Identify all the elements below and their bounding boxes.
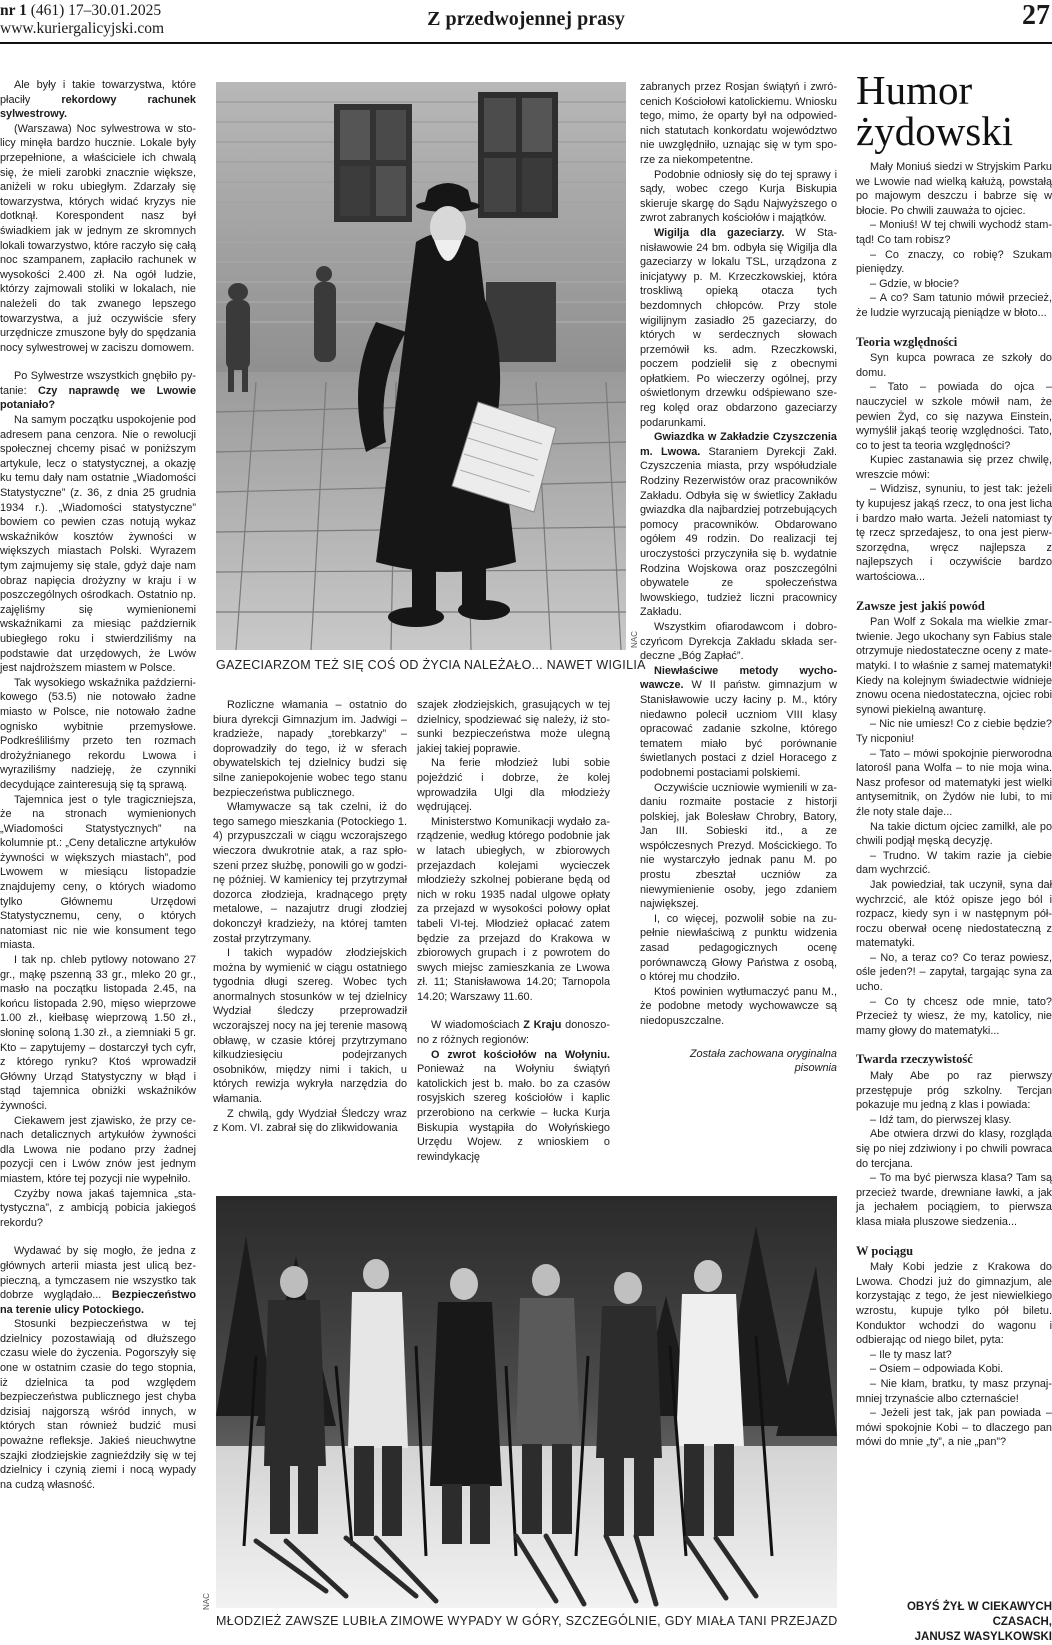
article-paragraph	[0, 1187, 196, 1231]
joke-paragraph: – Osiem – odpowiada Kobi.	[870, 1363, 1004, 1376]
paragraph-heading: Wigilja dla gazeciarzy.	[654, 226, 785, 239]
joke-paragraph: – Co ty chcesz ode mnie, tato? Przecież ty wiesz, że my, katolicy, nie mamy głowy do matematyki...	[856, 995, 1052, 1037]
joke-paragraph: – Tato – powiada do ojca – nauczyciel w szkole mówił nam, że pewien Żyd, co się nazywa Einstein, wymyślił jakąś teorię względności. Tato, co to jest ta teoria względności?	[856, 381, 1052, 452]
humor-title	[856, 67, 1052, 154]
joke-paragraph: – Widzisz, synuniu, to jest tak: jeżeli ty kupujesz jakąś rzecz, to ona jest licha i bardzo mało warta. Jeżeli natomiast ty tę rzecz sprzedajesz, to ona jest pierwszorzędna, wręcz najlepsza z najlepszych i oczywiście bardzo wartościowa...	[856, 483, 1052, 584]
article-paragraph	[0, 78, 196, 122]
paragraph-text: I takich wypadów złodziejskich można by wymienić w ciągu ostatniego tygodnia długi szereg. Wobec tych anormalnych stosunków w tej dzielnicy Wydział śledczy przeprowadził wczorajszej nocy na jej terenie masową obławę, w czasie której przytrzymano kilkudziesięciu podejrzanych osobników, między nimi i takich, u których rewizja wykryła narzędzia do włamania.	[213, 947, 407, 1106]
newsboy-photo-image	[216, 82, 626, 650]
paragraph-heading: Z Kraju	[523, 1019, 562, 1032]
joke-paragraph: – Jeżeli jest tak, jak pan powiada – mówi spokojnie Kobi – to dlaczego pan mówi do mnie „ty”, a nie „pan”?	[856, 1407, 1052, 1449]
article-paragraph	[640, 781, 837, 912]
newsboy-photo	[216, 82, 626, 650]
paragraph-text: zabranych przez Rosjan świątyń i zwrócenich Kościołowi katolickiemu. Wniosku tego, mimo, że oparty był na odpowiednich statutach konkordatu województwo nie uwzględniło, uznając się w tym sporze za niekompetentne.	[640, 81, 837, 166]
photo-credit: NAC	[630, 631, 639, 648]
joke-paragraph: – Idź tam, do pierwszej klasy.	[870, 1113, 1012, 1126]
joke-paragraph: Na takie dictum ojciec zamilkł, ale po chwili podjął męską decyzję.	[856, 820, 1052, 848]
humor-title-line1: Humor	[856, 67, 973, 113]
joke-paragraph: – Ile ty masz lat?	[870, 1348, 952, 1361]
joke-paragraph: Jak powiedział, tak uczynił, syna dał wychrzcić, ale któż opisze jego ból i rozpacz, kiedy syn i w następnym półroczu oberwał ocenę niedostateczną z matematyki.	[856, 878, 1052, 950]
paragraph-heading: Niewłaściwe metody wychowawcze.	[640, 664, 837, 692]
article-paragraph	[640, 985, 837, 1029]
article-paragraph	[213, 698, 407, 800]
paragraph-text: Po Sylwestrze wszystkich gnębiło pytanie:	[0, 370, 196, 397]
paragraph-text: Z chwilą, gdy Wydział Śledczy wraz z Kom. VI. zabrał się do zlikwidowania	[213, 1107, 407, 1135]
joke-title: Zawsze jest jakiś powód	[856, 598, 985, 613]
paragraph-text: Ciekawem jest zjawisko, że przy cenach detalicznych artykułów żywności dla Lwowa nie podano przy żadnej pozycji cen i Lwów znów jest jednym miastem, które tej pozycji nie wypełniło.	[0, 1114, 196, 1185]
article-paragraph	[0, 1244, 196, 1317]
article-paragraph	[640, 664, 837, 781]
header-rule	[0, 42, 1052, 44]
paragraph-text: Oczywiście uczniowie wymienili w zadaniu rozmaite postacie z historji polskiej, jak Bolesław Chrobry, Batory, Jan III. Sobieski itd., a ze współczesnych Prezyd. Mościckiego. To nie wystarczyło jednak panu M. po prostu zbeształ uczniów za niewymienienie osoby, jego zdaniem największej.	[640, 781, 837, 911]
issue-dates: (461) 17–30.01.2025	[26, 2, 162, 19]
joke-paragraph: Mały Moniuś siedzi w Stryjskim Parku we Lwowie nad wielką kałużą, powstałą po majowym deszczu i babrze się w błocie. Po chwili zauważa to ojciec.	[856, 161, 1052, 217]
article-paragraph	[417, 698, 610, 756]
article-column-2	[213, 698, 407, 1194]
paragraph-text: Ale były i takie towarzystwa, które płaciły	[0, 79, 196, 106]
paragraph-text: I tak np. chleb pytlowy notowano 27 gr., mąkę pszenną 33 gr., mleko 20 gr., masło na początku listopada 2.45, na końcu listopada 2.90, mięso wieprzowe 1.00 zł., kiełbasę wieprzową 1.50 zł., słoninę soloną 1.30 zł., a ziemniaki 5 gr. Kto – zapytujemy – dostarczył tych cyfr, z którego rynku? Ktoś wprowadził Główny Urząd Statystyczny w błąd i stąd tajemnica obniżki wskaźników żywności.	[0, 954, 196, 1112]
article-paragraph	[213, 800, 407, 946]
joke-paragraph: – A co? Sam tatunio mówił przecież, że ludzie wyrzucają pieniądze w błoto...	[856, 292, 1052, 319]
article-paragraph	[0, 1317, 196, 1492]
paragraph-text: (Warszawa) Noc sylwestrowa w stolicy minęła bardzo hucznie. Lokale były przepełnione, a właściciele ich chwalą się, że mieli zarobki znacznie większe, aniżeli w roku ubiegłym. Zdarzały się towarzystwa, których widać kryzys nie dotknął. Korespondent nasz był świadkiem jak w jednym ze skromnych lokali towarzystwo, które raczyło się całą noc szampanem, zapłaciło rachunek w wysokości 2.400 zł. Na ogół ludzie, którzy zajmowali stoliki w lokalach, nie należeli do tak zwanego lepszego towarzystwa, a już oczywiście sfery urzędnicze zmuszone były do spędzania nocy sylwestrowej w zaciszu domowem.	[0, 122, 196, 354]
paragraph-text: Na ferie młodzież lubi sobie pojeździć i dobrze, że kolej wprowadziła Ulgi dla młodzieży wędrującej.	[417, 757, 610, 814]
article-paragraph	[640, 226, 837, 430]
paragraph-text: W Stanisławowie 24 bm. odbyła się Wigilja dla gazeciarzy w lokalu TSL, urządzona z inicjatywy p. M. Krzeczkowskiej, która troskliwą opieką otacza tych bezdomnych chłopców. Przy stole wigilijnym zasiadło 25 gazeciarzy, do których w serdecznych słowach przemówił ks. adm. Rzeczkowski, poczem podzielił się z obecnymi opłatkiem. Po wieczerzy ogólnej, przy oświetlonym drzewku odśpiewano szereg kolęd oraz obdarzono gazeciarzy podarunkami.	[640, 226, 837, 429]
paragraph-text: Podobnie odniosły się do tej sprawy i sądy, wobec czego Kurja Biskupia skieruje skargę do Sądu Najwyższego o zwrot zabranych kościołów i majątków.	[640, 168, 837, 225]
skiers-photo	[216, 1196, 837, 1608]
paragraph-heading: Czy naprawdę we Lwowie potaniało?	[0, 384, 196, 412]
article-paragraph	[640, 80, 837, 168]
joke-paragraph: Kupiec zastanawia się przez chwilę, wreszcie mówi:	[856, 454, 1052, 481]
article-paragraph	[0, 953, 196, 1114]
article-column-1	[0, 78, 196, 1632]
paragraph-heading: Bezpieczeństwo na terenie ulicy Potockiego.	[0, 1289, 196, 1316]
signoff-line-2: JANUSZ WASYLKOWSKI	[914, 1631, 1052, 1643]
joke-paragraph: – Co znaczy, co robię? Szukam pieniędzy.	[856, 248, 1052, 276]
paragraph-text: W wiadomościach	[431, 1019, 524, 1032]
page-number: 27	[1022, 0, 1050, 31]
article-paragraph	[0, 676, 196, 793]
joke-paragraph: – Tato – mówi spokojnie pierworodna latorośl pana Wolfa – to nie moja wina. Nasz profesor od matematyki jest wielki antysemitnik, on Żydów nie lubi, to mi źle noty stale daje...	[856, 747, 1052, 818]
photo-caption-2: MŁODZIEŻ ZAWSZE LUBIŁA ZIMOWE WYPADY W GÓRY, SZCZEGÓLNIE, GDY MIAŁA TANI PRZEJAZD	[216, 1614, 838, 1628]
paragraph-heading: rekordowy rachunek sylwestrowy.	[0, 93, 196, 121]
spelling-note: Została zachowana oryginalna pisownia	[689, 1047, 837, 1075]
joke-paragraph: – Gdzie, w błocie?	[870, 277, 959, 290]
paragraph-text: Włamywacze są tak czelni, iż do tego samego mieszkania (Potockiego 1. 4) przypuszczali w ciągu wczorajszego wieczora dwukrotnie atak, a raz spłoszeni przez służbę, ponowili go w godzinę później. W kamienicy tej przytrzymał dozorca złodzieja, kradnącego pręty metalowe, – nazajutrz drugi złodziej dokonczył kradzieży, na której tamten został przytrzymany.	[213, 801, 407, 945]
humor-title-line2: żydowski	[856, 108, 1014, 154]
paragraph-text: Ministerstwo Komunikacji wydało zarządzenie, według którego podobnie jak w latach ubiegłych, w zbiorowych przejazdach kolejami wycieczek młodzieży szkolnej pobierane będą od nich w roku 1935 nadal ulgowe opłaty za przejazd w wysokości połowy opłat tabeli VI-tej. Młodzież opłacać zatem będzie za przejazd do Krakowa w zbiorowych grupach i z powrotem do swych miejsc zamieszkania ze Lwowa zł. 11; Stanisławowa 14.20; Tarnopola 14.20; Warszawy 11.60.	[417, 815, 610, 1003]
article-paragraph	[640, 168, 837, 226]
paragraph-text: Ktoś powinien wytłumaczyć panu M., że podobne metody wychowawcze są niedopuszczalne.	[640, 985, 837, 1027]
article-paragraph	[213, 1107, 407, 1136]
signoff-line-1: OBYŚ ŻYŁ W CIEKAWYCH CZASACH,	[906, 1601, 1052, 1628]
paragraph-text: Wszystkim ofiarodawcom i dobroczyńcom Dyrekcja Zakładu składa serdeczne „Bóg Zapłać”.	[640, 620, 837, 663]
joke-paragraph: – No, a teraz co? Co teraz powiesz, ośle jeden?! – zapytał, targając syna za ucho.	[856, 951, 1052, 994]
paragraph-heading: Gwiazdka w Zakładzie Czyszczenia m. Lwowa.	[640, 431, 837, 458]
paragraph-text: Ponieważ na Wołyniu świątyń katolickich jest b. mało. bo za czasów rosyjskich szereg kościołów i kaplic przerobiono na cerkwie – łucka Kurja Biskupia wystąpiła do Wołyńskiego Urzędu Wojew. z wnioskiem o rewindykację	[417, 1063, 610, 1163]
article-paragraph	[0, 413, 196, 676]
article-column-3	[417, 698, 610, 1194]
humor-column	[856, 160, 1052, 1590]
joke-paragraph: Mały Kobi jedzie z Krakowa do Lwowa. Chodzi już do gimnazjum, ale korzystając z tego, że jest niewielkiego wzrostu, kupuje tylko pół biletu. Konduktor wchodzi do wagonu i odbierając od niego bilet, pyta:	[856, 1261, 1052, 1347]
joke-paragraph: Pan Wolf z Sokala ma wielkie zmartwienie. Jego ukochany syn Fabius stale otrzymuje niedostateczne oceny z matematyki. I to właśnie z samej matematyki! Kiedy na kolejnym świadectwie widnieje znowu ocena niedostateczna, ojciec robi synowi piekielną awanturę.	[856, 616, 1052, 716]
joke-title: Teoria względności	[856, 334, 958, 349]
section-title: Z przedwojennej prasy	[427, 8, 625, 30]
joke-paragraph: – Trudno. W takim razie ja ciebie dam wychrzcić.	[856, 849, 1052, 877]
skiers-photo-image	[216, 1196, 837, 1608]
joke-paragraph: – Moniuś! W tej chwili wychodź stamtąd! Co tam robisz?	[856, 219, 1052, 246]
article-paragraph	[0, 369, 196, 413]
paragraph-text: donoszono z różnych regionów:	[417, 1019, 610, 1047]
article-paragraph	[0, 1114, 196, 1187]
joke-paragraph: – Nic nie umiesz! Co z ciebie będzie? Ty nicponiu!	[856, 718, 1052, 745]
paragraph-text: Wydawać by się mogło, że jedna z głównych arterii miasta jest ulicą bezpieczną, a tymczasem nie wszystko tak dobrze wyglądało...	[0, 1245, 196, 1302]
joke-paragraph: – To ma być pierwsza klasa? Tam są przecież twarde, drewniane ławki, a jak ja jechałem pociągiem, to pierwsza klasa miała pluszowe siedzenia...	[856, 1172, 1052, 1228]
paragraph-heading: O zwrot kościołów na Wołyniu.	[431, 1048, 610, 1061]
paragraph-text: W II państw. gimnazjum w Stanisławowie uczy łaciny p. M., który niedawno polecił uczniom VIII klasy opracować zadanie szkolne, którego tematem miało być porównanie świetlanych postaci z dziel Horacego z podobnemi postaciami polskiemi.	[640, 679, 837, 779]
article-paragraph	[417, 756, 610, 814]
joke-paragraph: – Nie kłam, bratku, ty masz przynajmniej trzynaście albo czternaście!	[856, 1377, 1052, 1405]
paragraph-text: I, co więcej, pozwolił sobie na zupełnie niewłaściwą z punktu widzenia zasad pedagogicznych ocenę porównawczą Głowy Państwa z osobą, o której mu chodziło.	[640, 912, 837, 984]
paragraph-text: szajek złodziejskich, grasujących w tej dzielnicy, spodziewać się należy, iż stosunki bezpieczeństwa może ulegną jakiej takiej poprawie.	[417, 699, 610, 755]
issue-number: nr 1	[0, 2, 27, 19]
author-signoff	[856, 1600, 1052, 1645]
article-paragraph	[0, 793, 196, 954]
joke-paragraph: Mały Abe po raz pierwszy przestępuje próg szkolny. Tercjan pokazuje mu jedną z klas i powiada:	[856, 1070, 1052, 1112]
paragraph-text: Na samym początku uspokojenie pod adresem pana cenzora. Nie o rewolucji społecznej chcemy pisać w poniższym artykule, lecz o statystycznej, a okazję ku temu dały nam ostatnie „Wiadomości Statystyczne” (z. 36, z dnia 25 grudnia 1934 r.). „Wiadomości statystyczne” bowiem co pewien czas notują wykaz wskaźników kosztów żywności w większych miastach Polski. Wyrazem tym zajmujemy się stale, gdyż daje nam obraz napięcia drożyzny w kraju i w poszczególnych ośrodkach. Ostatnio np. zajęliśmy się wymienionemi wskaźnikami za miesiąc październik ubiegłego roku i stwierdziliśmy na podstawie dat urzędowych, że Lwów jest najdroższem miastem w Polsce.	[0, 414, 196, 675]
paragraph-text: Stosunki bezpieczeństwa w tej dzielnicy pozostawiają od dłuższego czasu wiele do życzenia. Pogorszyły się one w ostatnim czasie do tego stopnia, iż dzielnica ta pod względem bezpieczeństwa publicznego jest chyba dzisiaj najgorszą wśród innych, w których stan również budzić musi poważne refleksje. Jakieś nieuchwytne szajki złodziejskie zagnieździły się w tej dzielnicy i czynią ziemi i nocą wypady na cudzą własność.	[0, 1318, 196, 1491]
paragraph-text: Rozliczne włamania – ostatnio do biura dyrekcji Gimnazjum im. Jadwigi – kradzieże, napady „torebkarzy” – doprowadziły do tego, iż w sferach obywatelskich tej dzielnicy budzi się silne zaniepokojenie wobec tego stanu bezpieczeństwa publicznego.	[213, 699, 407, 799]
article-paragraph	[417, 815, 610, 1005]
paragraph-text: Czyżby nowa jakaś tajemnica „statystyczna”, z ambicją pobicia jakiegoś rekordu?	[0, 1187, 196, 1229]
article-paragraph	[0, 122, 196, 356]
paragraph-text: Tak wysokiego wskaźnika październikowego (53.5) nie notowało żadne miasto w Polsce, nie notowało żadne ognisko wybitnie przemysłowe. Podkreśliliśmy przeto ten rozmach drożyźnianego rekordu Lwowa i wyraziliśmy nadzieję, że czynniki decydujące zainteresują się tą sprawą.	[0, 676, 196, 791]
joke-paragraph: Abe otwiera drzwi do klasy, rozgląda się po niej zdziwiony i po chwili powraca do tercjana.	[856, 1128, 1052, 1170]
article-paragraph	[417, 1048, 610, 1165]
joke-title: W pociągu	[856, 1243, 914, 1258]
photo-credit-2: NAC	[202, 1593, 211, 1610]
paragraph-text: Staraniem Dyrekcji Zakł. Czyszczenia miasta, przy współudziale Rodziny Rezerwistów oraz pracowników Zakładu. Odbyła się w świetlicy Zakładu gwiazdka dla najbardziej potrzebujących pomocy pracowników. Obdarowano ogółem 49 rodzin. Do realizacji tej uroczystości przyczyniła się b. wydatnie Rodzina Wojskowa oraz poszczególni obywatele ze społeczeństwa lwowskiego, tudzież liczni pracownicy Zakładu.	[640, 445, 837, 619]
article-paragraph	[417, 1018, 610, 1047]
article-paragraph	[213, 946, 407, 1107]
article-paragraph	[640, 620, 837, 664]
paragraph-text: Tajemnica jest o tyle tragiczniejsza, że na stronach wymienionych „Wiadomości Statystycznych” na kolumnie pt.: „Ceny detaliczne artykułów żywności w większych miastach”, pod Lwowem w miesiącu listopadzie znajdujemy ceny, o których wiadomo tylko Głównemu Urzędowi Statystycznemu, ceny, o których natomiast nic nie wie konsument tego miasta.	[0, 793, 196, 952]
website-link[interactable]: www.kuriergalicyjski.com	[0, 20, 165, 37]
joke-paragraph: Syn kupca powraca ze szkoły do domu.	[856, 352, 1052, 379]
photo-caption: GAZECIARZOM TEŻ SIĘ COŚ OD ŻYCIA NALEŻAŁO... NAWET WIGILIA	[216, 658, 646, 672]
article-paragraph	[640, 430, 837, 620]
article-column-4	[640, 80, 837, 1188]
article-paragraph	[640, 912, 837, 985]
page-header	[0, 0, 1052, 46]
joke-title: Twarda rzeczywistość	[856, 1052, 973, 1067]
